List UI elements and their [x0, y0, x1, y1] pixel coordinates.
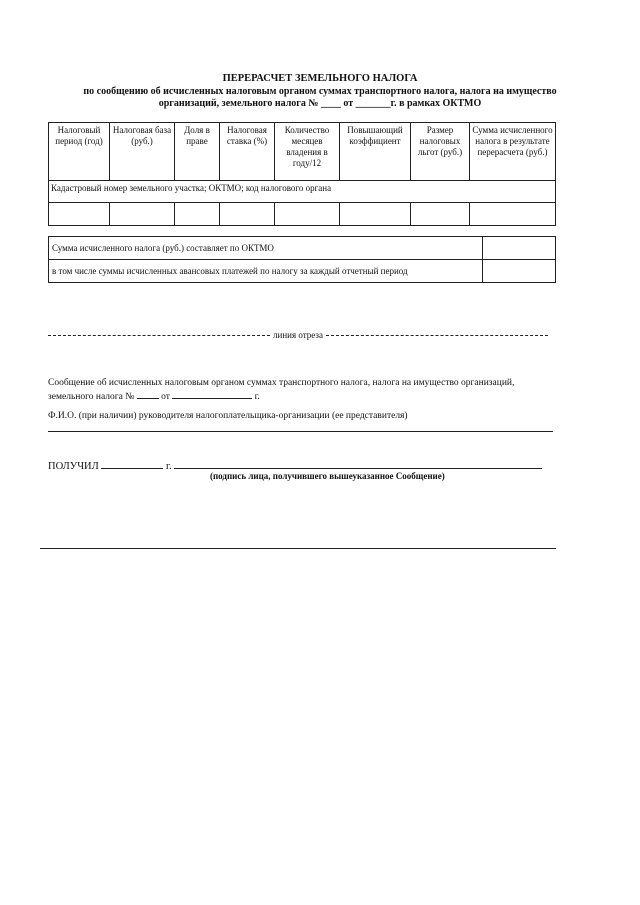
- cell-tax-period[interactable]: [49, 203, 110, 226]
- cell-tax-rate[interactable]: [220, 203, 275, 226]
- cell-share[interactable]: [175, 203, 220, 226]
- message-date-field[interactable]: [172, 389, 252, 399]
- message-date-label: от: [161, 392, 170, 402]
- fio-field-line[interactable]: [48, 431, 553, 432]
- cadastral-label: Кадастровый номер земельного участка; ОКТМО; код налогового органа: [49, 181, 556, 203]
- col-header-tax-period: Налоговый период (год): [49, 123, 110, 181]
- cut-line: [48, 330, 548, 340]
- cadastral-row: [49, 181, 556, 203]
- cell-tax-base[interactable]: [110, 203, 175, 226]
- tax-sum-value-cell[interactable]: [483, 237, 556, 260]
- col-header-coefficient: Повышающий коэффициент: [340, 123, 411, 181]
- col-header-tax-rate: Налоговая ставка (%): [220, 123, 275, 181]
- table-row: [49, 260, 556, 283]
- message-year-suffix: г.: [254, 392, 260, 402]
- advance-payments-value-cell[interactable]: [483, 260, 556, 283]
- cut-line-dashes-left: [48, 335, 270, 336]
- cell-recalculated-sum[interactable]: [470, 203, 556, 226]
- message-line1: Сообщение об исчисленных налоговым органом суммах транспортного налога, налога на имущество организаций,: [48, 378, 515, 388]
- cell-months-owned[interactable]: [275, 203, 340, 226]
- signature-caption: (подпись лица, получившего вышеуказанное Сообщение): [210, 471, 445, 481]
- message-block: [48, 377, 568, 403]
- received-label: ПОЛУЧИЛ: [48, 461, 99, 472]
- recalculation-table: [48, 122, 556, 226]
- advance-payments-label: в том числе суммы исчисленных авансовых платежей по налогу за каждый отчетный период: [49, 260, 483, 283]
- table-row: [49, 237, 556, 260]
- fio-label: Ф.И.О. (при наличии) руководителя налогоплательщика-организации (ее представителя): [48, 411, 408, 421]
- cut-line-dashes-right: [326, 335, 548, 336]
- document-title: ПЕРЕРАСЧЕТ ЗЕМЕЛЬНОГО НАЛОГА: [222, 73, 418, 84]
- col-header-recalculated-sum: Сумма исчисленного налога в результате перерасчета (руб.): [470, 123, 556, 181]
- tax-sum-label: Сумма исчисленного налога (руб.) составляет по ОКТМО: [49, 237, 483, 260]
- col-header-tax-benefits: Размер налоговых льгот (руб.): [411, 123, 470, 181]
- table-header-row: [49, 123, 556, 181]
- cell-coefficient[interactable]: [340, 203, 411, 226]
- col-header-tax-base: Налоговая база (руб.): [110, 123, 175, 181]
- table-row: [49, 203, 556, 226]
- message-number-field[interactable]: [137, 389, 159, 399]
- document-subtitle-line2: организаций, земельного налога № ____ от _______г. в рамках ОКТМО: [158, 98, 482, 109]
- received-year-suffix: г.: [165, 461, 172, 472]
- received-date-field[interactable]: [101, 459, 163, 469]
- cell-tax-benefits[interactable]: [411, 203, 470, 226]
- message-line2: [48, 389, 568, 403]
- cut-line-label: линия отреза: [273, 330, 323, 340]
- message-number-label: земельного налога №: [48, 392, 135, 402]
- document-subtitle-line1: по сообщению об исчисленных налоговым органом суммах транспортного налога, налога на имущество: [83, 86, 557, 97]
- tax-sum-table: [48, 236, 556, 283]
- bottom-divider-line: [40, 548, 556, 549]
- col-header-months-owned: Количество месяцев владения в году/12: [275, 123, 340, 181]
- signature-field[interactable]: [174, 459, 542, 469]
- col-header-share: Доля в праве: [175, 123, 220, 181]
